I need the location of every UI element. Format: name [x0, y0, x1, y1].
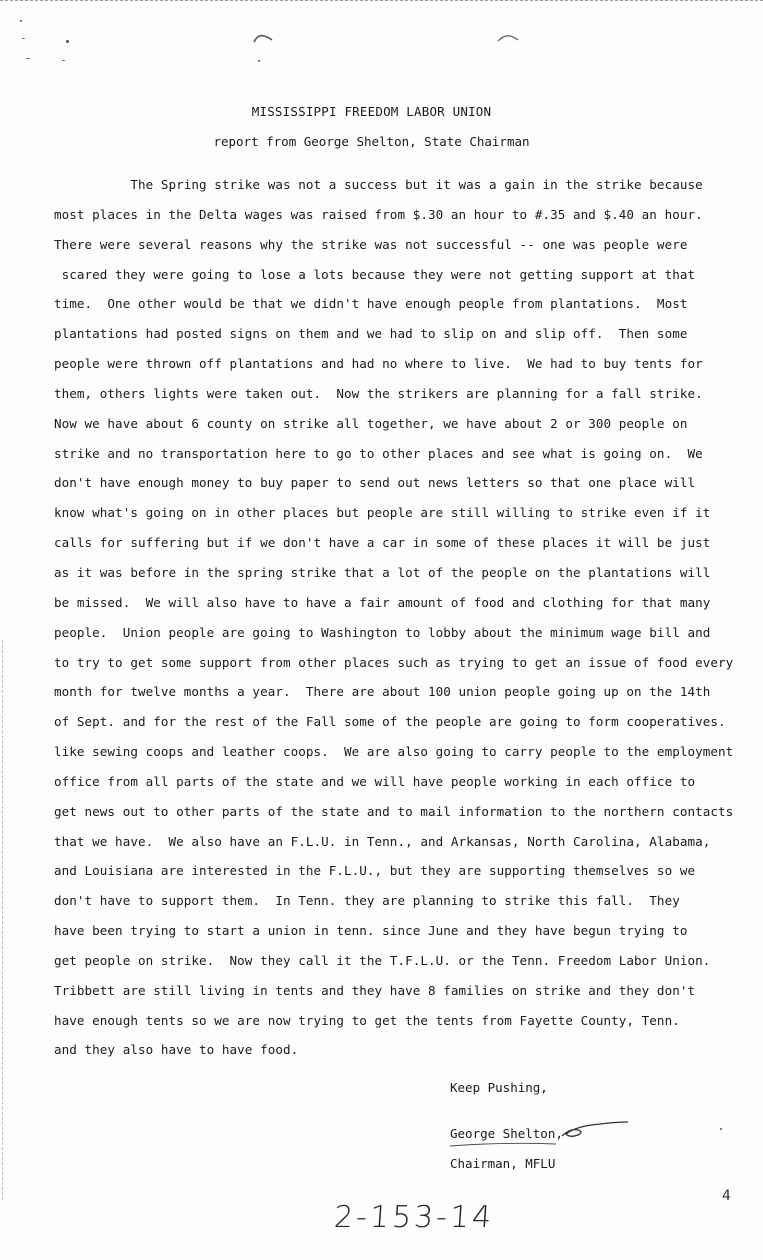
hole-punch-mark-left — [252, 32, 274, 46]
scan-speck — [22, 38, 25, 39]
body-line: Tribbett are still living in tents and they have 8 families on strike and they don't — [54, 982, 696, 998]
body-line: and Louisiana are interested in the F.L.U., but they are supporting themselves so we — [54, 863, 696, 879]
closing-salutation: Keep Pushing, — [450, 1080, 548, 1095]
document-subtitle: report from George Shelton, State Chairman — [213, 134, 530, 149]
scan-speck — [66, 40, 69, 43]
body-line: don't have enough money to buy paper to send out news letters so that one place will — [54, 475, 696, 491]
body-line: office from all parts of the state and we will have people working in each office to — [54, 773, 696, 789]
body-line: month for twelve months a year. There are about 100 union people going up on the 14th — [54, 684, 711, 700]
body-line: plantations had posted signs on them and we had to slip on and slip off. Then some — [54, 326, 688, 342]
body-line: and they also have to have food. — [54, 1042, 299, 1058]
body-line: There were several reasons why the strike was not successful -- one was people were — [54, 236, 688, 252]
scan-speck — [62, 60, 65, 61]
body-line: get people on strike. Now they call it the T.F.L.U. or the Tenn. Freedom Labor Union. — [54, 952, 711, 968]
body-line: calls for suffering but if we don't have a car in some of these places it will be just — [54, 535, 711, 551]
body-line: as it was before in the spring strike that a lot of the people on the plantations will — [54, 564, 711, 580]
body-line: most places in the Delta wages was raised from $.30 an hour to #.35 and $.40 an hour. — [54, 206, 703, 222]
body-line: people were thrown off plantations and had no where to live. We had to buy tents for — [54, 356, 703, 372]
body-line: The Spring strike was not a success but it was a gain in the strike because — [54, 177, 703, 192]
report-body — [54, 170, 744, 1065]
scan-speck — [720, 1128, 722, 1130]
corner-mark: 4 — [722, 1188, 731, 1204]
body-line: scared they were going to lose a lots because they were not getting support at that — [54, 266, 696, 282]
left-margin-rule — [2, 640, 4, 1200]
body-line: don't have to support them. In Tenn. they are planning to strike this fall. They — [54, 893, 680, 909]
body-line: have been trying to start a union in tenn. since June and they have begun trying to — [54, 923, 688, 939]
scan-speck — [20, 20, 22, 22]
document-title: MISSISSIPPI FREEDOM LABOR UNION — [251, 104, 492, 119]
body-line: Now we have about 6 county on strike all together, we have about 2 or 300 people on — [54, 415, 688, 431]
body-line: know what's going on in other places but people are still willing to strike even if it — [54, 505, 711, 521]
archive-number: 2-153-14 — [332, 1200, 496, 1235]
body-line: them, others lights were taken out. Now the strikers are planning for a fall strike. — [54, 385, 703, 401]
body-line: be missed. We will also have to have a fair amount of food and clothing for that many — [54, 594, 711, 610]
body-line: of Sept. and for the rest of the Fall some of the people are going to form cooperatives. — [54, 714, 726, 730]
closing-role: Chairman, MFLU — [450, 1156, 556, 1171]
scan-speck — [258, 60, 260, 62]
page-top-edge — [0, 0, 763, 5]
body-line: people. Union people are going to Washington to lobby about the minimum wage bill and — [54, 624, 711, 640]
scan-speck — [26, 58, 30, 59]
body-line: to try to get some support from other places such as trying to get an issue of food every — [54, 654, 734, 670]
body-line: like sewing coops and leather coops. We are also going to carry people to the employment — [54, 744, 734, 760]
body-line: time. One other would be that we didn't have enough people from plantations. Most — [54, 296, 688, 312]
body-line: that we have. We also have an F.L.U. in Tenn., and Arkansas, North Carolina, Alabama, — [54, 833, 711, 849]
body-line: strike and no transportation here to go to other places and see what is going on. We — [54, 445, 703, 461]
body-line: have enough tents so we are now trying to get the tents from Fayette County, Tenn. — [54, 1012, 680, 1028]
closing-name: George Shelton, — [450, 1126, 563, 1141]
body-line: get news out to other parts of the state and to mail information to the northern contacts — [54, 803, 734, 819]
hole-punch-mark-right — [496, 32, 520, 46]
